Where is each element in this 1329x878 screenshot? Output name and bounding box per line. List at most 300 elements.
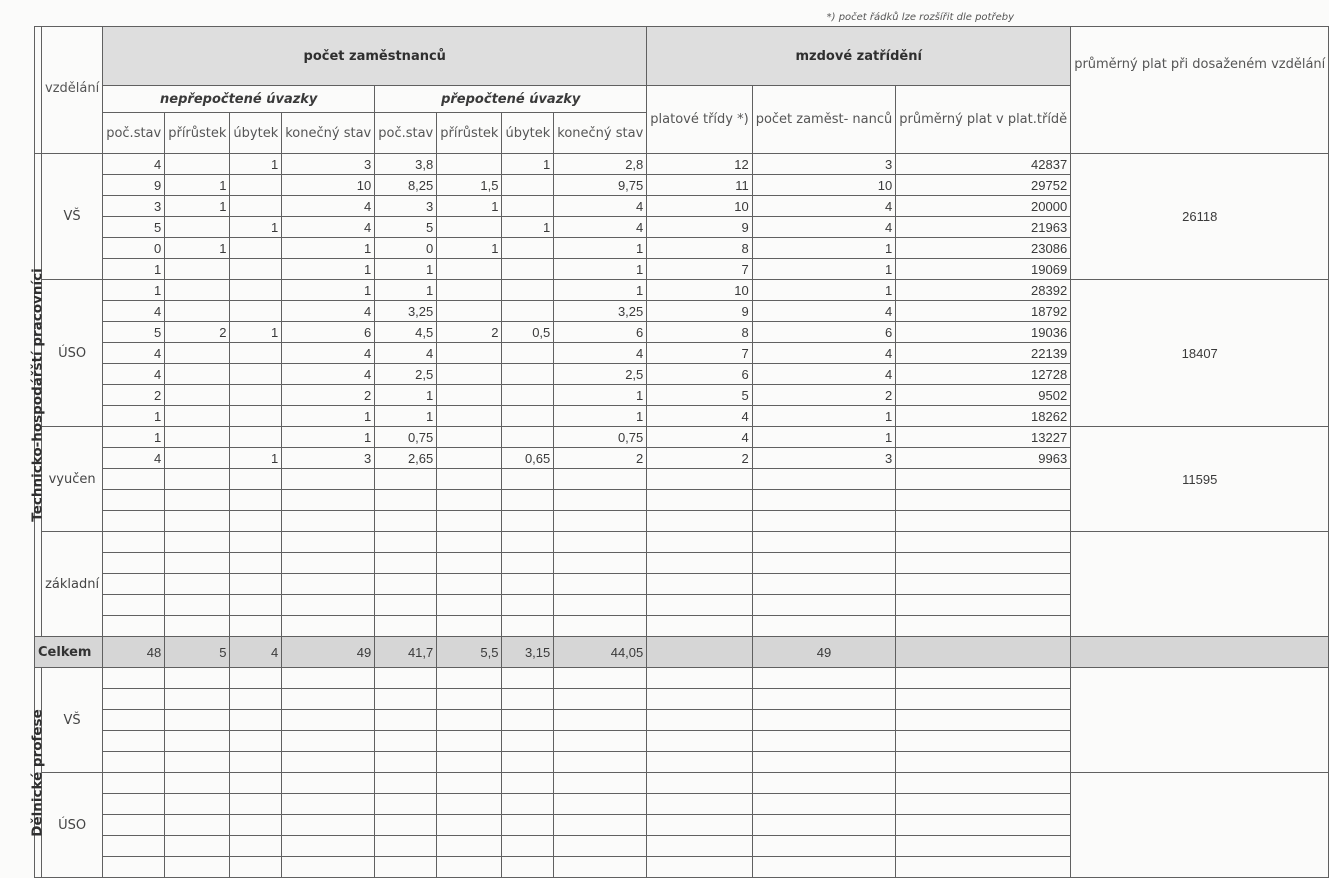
table-cell (282, 689, 375, 710)
table-cell (752, 490, 896, 511)
table-cell (165, 154, 230, 175)
table-cell (103, 689, 165, 710)
table-cell: 1 (752, 238, 896, 259)
table-cell (502, 857, 554, 878)
table-cell: 2 (165, 322, 230, 343)
table-cell: 1 (502, 154, 554, 175)
table-cell: 4 (554, 217, 647, 238)
table-cell (502, 259, 554, 280)
table-cell: 5 (103, 217, 165, 238)
table-cell (230, 731, 282, 752)
category-label-text: Technicko-hospodářští pracovníci (29, 268, 46, 522)
table-cell (502, 343, 554, 364)
table-cell (752, 616, 896, 637)
table-cell (165, 553, 230, 574)
avg-salary-education (1071, 773, 1329, 878)
total-cell: 4 (230, 637, 282, 668)
table-cell (282, 794, 375, 815)
table-cell: 4 (103, 448, 165, 469)
table-cell (165, 689, 230, 710)
table-cell: 6 (554, 322, 647, 343)
table-cell (282, 731, 375, 752)
table-cell (375, 731, 437, 752)
table-cell (103, 668, 165, 689)
table-cell: 1 (282, 280, 375, 301)
table-cell (103, 752, 165, 773)
table-cell (165, 574, 230, 595)
table-cell (230, 259, 282, 280)
total-cell (896, 637, 1071, 668)
table-cell (375, 469, 437, 490)
col-header-final: konečný stav (282, 113, 375, 154)
col-header-increase: přírůstek (437, 113, 502, 154)
table-cell (375, 511, 437, 532)
table-cell (375, 616, 437, 637)
table-cell (165, 343, 230, 364)
table-cell (230, 574, 282, 595)
table-cell: 11 (647, 175, 752, 196)
table-cell (282, 595, 375, 616)
table-cell: 1 (375, 385, 437, 406)
col-header-increase: přírůstek (165, 113, 230, 154)
table-cell (554, 773, 647, 794)
table-cell: 8,25 (375, 175, 437, 196)
table-cell: 2,5 (554, 364, 647, 385)
table-cell (230, 532, 282, 553)
table-cell (502, 773, 554, 794)
table-cell: 1 (165, 238, 230, 259)
table-cell (437, 752, 502, 773)
table-cell: 3 (282, 448, 375, 469)
employee-count-header: počet zaměstnanců (103, 27, 647, 86)
table-cell (647, 553, 752, 574)
table-cell (230, 668, 282, 689)
table-cell: 8 (647, 322, 752, 343)
table-cell (502, 511, 554, 532)
table-cell (165, 857, 230, 878)
table-cell: 1 (165, 196, 230, 217)
table-cell (647, 616, 752, 637)
total-cell (1071, 637, 1329, 668)
total-label: Celkem (35, 637, 103, 668)
table-cell: 19036 (896, 322, 1071, 343)
table-cell: 0,65 (502, 448, 554, 469)
table-cell (103, 469, 165, 490)
table-cell (554, 752, 647, 773)
table-cell (554, 710, 647, 731)
table-cell: 2 (752, 385, 896, 406)
table-cell: 0,5 (502, 322, 554, 343)
total-cell: 41,7 (375, 637, 437, 668)
table-cell: 42837 (896, 154, 1071, 175)
total-cell: 48 (103, 637, 165, 668)
table-cell (437, 511, 502, 532)
table-cell (165, 595, 230, 616)
table-cell (896, 815, 1071, 836)
table-cell (752, 836, 896, 857)
table-cell (554, 689, 647, 710)
table-cell (230, 794, 282, 815)
table-cell (375, 815, 437, 836)
table-cell (103, 595, 165, 616)
table-cell: 12728 (896, 364, 1071, 385)
table-cell: 1 (437, 238, 502, 259)
table-cell: 4 (282, 301, 375, 322)
table-cell (437, 574, 502, 595)
table-cell (502, 238, 554, 259)
table-cell (554, 731, 647, 752)
table-cell (230, 815, 282, 836)
table-cell (437, 490, 502, 511)
table-cell (896, 710, 1071, 731)
col-header-initial: poč.stav (103, 113, 165, 154)
total-cell: 44,05 (554, 637, 647, 668)
total-cell: 5 (165, 637, 230, 668)
table-cell: 1 (752, 406, 896, 427)
avg-salary-education-header: průměrný plat při dosaženém vzdělání (1071, 27, 1329, 154)
table-cell (437, 595, 502, 616)
table-cell (103, 857, 165, 878)
table-cell: 1 (103, 259, 165, 280)
table-cell (896, 574, 1071, 595)
table-cell (103, 815, 165, 836)
table-cell (437, 553, 502, 574)
table-cell (554, 553, 647, 574)
table-cell (282, 836, 375, 857)
education-level: VŠ (42, 668, 103, 773)
pay-grade-header: platové třídy *) (647, 86, 752, 154)
total-cell (647, 637, 752, 668)
table-cell (896, 553, 1071, 574)
table-cell: 4 (647, 406, 752, 427)
table-cell (437, 836, 502, 857)
table-cell: 9,75 (554, 175, 647, 196)
table-cell (282, 532, 375, 553)
table-cell (554, 857, 647, 878)
table-cell (230, 343, 282, 364)
table-cell: 4 (554, 343, 647, 364)
table-cell (103, 731, 165, 752)
table-cell: 1 (282, 406, 375, 427)
table-cell (554, 595, 647, 616)
table-cell: 18792 (896, 301, 1071, 322)
table-cell: 9 (647, 301, 752, 322)
table-cell (165, 301, 230, 322)
table-cell: 1 (230, 448, 282, 469)
table-cell (752, 857, 896, 878)
table-cell (282, 490, 375, 511)
table-cell (896, 532, 1071, 553)
table-cell (896, 836, 1071, 857)
table-cell (165, 773, 230, 794)
table-cell: 3 (752, 448, 896, 469)
table-cell (103, 710, 165, 731)
table-cell: 0,75 (375, 427, 437, 448)
col-header-decrease: úbytek (502, 113, 554, 154)
avg-salary-education: 18407 (1071, 280, 1329, 427)
table-cell (437, 773, 502, 794)
table-cell (502, 427, 554, 448)
table-cell (165, 490, 230, 511)
grade-employee-count-header: počet zaměst- nanců (752, 86, 896, 154)
table-cell: 3 (752, 154, 896, 175)
table-cell (896, 752, 1071, 773)
table-cell (647, 794, 752, 815)
table-row (35, 773, 1329, 794)
table-cell: 2 (103, 385, 165, 406)
table-cell: 3 (103, 196, 165, 217)
table-cell: 1 (165, 175, 230, 196)
table-cell: 21963 (896, 217, 1071, 238)
table-cell (554, 668, 647, 689)
table-cell: 1 (230, 322, 282, 343)
table-cell: 1 (375, 280, 437, 301)
table-cell: 4 (103, 301, 165, 322)
table-cell (230, 364, 282, 385)
table-cell (554, 469, 647, 490)
table-cell (437, 364, 502, 385)
table-cell (230, 511, 282, 532)
table-cell: 0 (375, 238, 437, 259)
table-cell (752, 710, 896, 731)
table-cell (230, 616, 282, 637)
table-cell (165, 794, 230, 815)
table-cell: 1 (282, 427, 375, 448)
table-cell (282, 511, 375, 532)
table-cell (103, 574, 165, 595)
avg-salary-education (1071, 668, 1329, 773)
table-cell (752, 553, 896, 574)
table-cell (165, 511, 230, 532)
table-cell (437, 794, 502, 815)
table-cell: 4 (554, 196, 647, 217)
table-cell (103, 773, 165, 794)
table-cell: 2 (554, 448, 647, 469)
table-cell: 1 (375, 406, 437, 427)
table-cell (165, 752, 230, 773)
table-cell (230, 469, 282, 490)
table-cell (752, 815, 896, 836)
table-cell: 1 (230, 217, 282, 238)
table-cell (375, 752, 437, 773)
table-cell (752, 794, 896, 815)
table-cell (437, 710, 502, 731)
table-cell (375, 836, 437, 857)
total-cell: 3,15 (502, 637, 554, 668)
table-cell: 1 (282, 238, 375, 259)
table-cell (103, 490, 165, 511)
table-cell (502, 794, 554, 815)
table-cell (896, 511, 1071, 532)
table-cell (502, 836, 554, 857)
table-cell (752, 469, 896, 490)
table-cell: 4 (752, 217, 896, 238)
table-cell (230, 238, 282, 259)
table-cell (647, 668, 752, 689)
table-cell (502, 532, 554, 553)
table-cell (375, 574, 437, 595)
table-cell (165, 815, 230, 836)
avg-salary-education: 26118 (1071, 154, 1329, 280)
table-cell (896, 857, 1071, 878)
table-cell: 9502 (896, 385, 1071, 406)
table-cell (165, 836, 230, 857)
table-cell (230, 280, 282, 301)
corner-cell (35, 27, 42, 154)
table-cell (502, 469, 554, 490)
table-cell (230, 406, 282, 427)
table-cell (896, 731, 1071, 752)
table-cell (502, 731, 554, 752)
table-cell: 3,25 (554, 301, 647, 322)
table-cell (554, 815, 647, 836)
total-cell: 49 (752, 637, 896, 668)
table-cell: 9 (103, 175, 165, 196)
table-cell (647, 857, 752, 878)
table-cell (752, 511, 896, 532)
table-cell (752, 574, 896, 595)
unconverted-header: nepřepočtené úvazky (103, 86, 375, 113)
row-expansion-note: *) počet řádků lze rozšířit dle potřeby (826, 12, 1014, 23)
table-cell (554, 532, 647, 553)
table-cell (375, 773, 437, 794)
table-cell: 2,5 (375, 364, 437, 385)
table-cell: 1 (554, 280, 647, 301)
table-cell: 7 (647, 343, 752, 364)
table-cell: 4 (282, 196, 375, 217)
table-cell: 2,8 (554, 154, 647, 175)
table-cell (375, 532, 437, 553)
total-cell: 49 (282, 637, 375, 668)
table-cell: 4 (752, 301, 896, 322)
table-cell: 6 (647, 364, 752, 385)
col-header-decrease: úbytek (230, 113, 282, 154)
table-cell (896, 595, 1071, 616)
table-cell: 1 (375, 259, 437, 280)
table-cell (896, 773, 1071, 794)
table-cell (165, 217, 230, 238)
table-cell (437, 217, 502, 238)
table-cell (282, 469, 375, 490)
table-cell (165, 469, 230, 490)
table-cell (282, 752, 375, 773)
table-cell (647, 532, 752, 553)
table-cell: 3,25 (375, 301, 437, 322)
table-cell: 12 (647, 154, 752, 175)
table-cell: 4,5 (375, 322, 437, 343)
table-cell (896, 668, 1071, 689)
table-cell (437, 427, 502, 448)
education-header: vzdělání (42, 27, 103, 154)
table-cell: 5 (103, 322, 165, 343)
table-cell (282, 815, 375, 836)
table-cell: 1 (554, 385, 647, 406)
table-cell (502, 553, 554, 574)
table-cell (437, 857, 502, 878)
table-cell: 2 (437, 322, 502, 343)
table-cell (502, 668, 554, 689)
table-cell (554, 574, 647, 595)
avg-salary-grade-header: průměrný plat v plat.třídě (896, 86, 1071, 154)
avg-salary-education: 11595 (1071, 427, 1329, 532)
table-cell (165, 710, 230, 731)
table-cell: 1,5 (437, 175, 502, 196)
table-cell: 4 (647, 427, 752, 448)
table-cell (437, 731, 502, 752)
table-cell (752, 731, 896, 752)
table-cell (165, 280, 230, 301)
table-cell (896, 490, 1071, 511)
table-cell (437, 343, 502, 364)
table-cell: 1 (752, 427, 896, 448)
table-cell (437, 448, 502, 469)
total-cell: 5,5 (437, 637, 502, 668)
table-cell (647, 469, 752, 490)
table-cell: 3 (282, 154, 375, 175)
table-cell (282, 857, 375, 878)
table-cell: 10 (282, 175, 375, 196)
table-cell (502, 689, 554, 710)
table-cell (502, 595, 554, 616)
table-cell (165, 532, 230, 553)
table-cell (230, 773, 282, 794)
table-cell: 1 (230, 154, 282, 175)
table-cell: 10 (647, 280, 752, 301)
table-cell: 5 (375, 217, 437, 238)
table-cell (502, 301, 554, 322)
table-cell: 1 (554, 406, 647, 427)
table-cell: 3,8 (375, 154, 437, 175)
table-cell: 10 (752, 175, 896, 196)
table-cell (554, 836, 647, 857)
education-level: základní (42, 532, 103, 637)
table-cell (752, 752, 896, 773)
education-level: ÚSO (42, 280, 103, 427)
table-cell (896, 469, 1071, 490)
table-cell: 4 (752, 196, 896, 217)
table-cell (230, 689, 282, 710)
table-cell: 0 (103, 238, 165, 259)
table-cell (230, 595, 282, 616)
table-cell (502, 710, 554, 731)
table-cell (375, 490, 437, 511)
table-cell: 2,65 (375, 448, 437, 469)
table-cell: 0,75 (554, 427, 647, 448)
table-cell: 4 (752, 343, 896, 364)
table-cell (896, 616, 1071, 637)
table-cell (647, 773, 752, 794)
table-cell (165, 385, 230, 406)
table-cell (647, 689, 752, 710)
table-cell (437, 154, 502, 175)
total-row (35, 637, 1329, 668)
table-cell: 10 (647, 196, 752, 217)
table-cell: 4 (103, 364, 165, 385)
table-cell: 18262 (896, 406, 1071, 427)
table-cell: 4 (103, 154, 165, 175)
table-cell (647, 511, 752, 532)
converted-header: přepočtené úvazky (375, 86, 647, 113)
table-cell: 2 (282, 385, 375, 406)
education-level: ÚSO (42, 773, 103, 878)
table-cell: 4 (282, 343, 375, 364)
table-cell (437, 689, 502, 710)
table-cell (230, 175, 282, 196)
table-cell: 9963 (896, 448, 1071, 469)
table-cell: 1 (437, 196, 502, 217)
table-cell (165, 616, 230, 637)
col-header-initial: poč.stav (375, 113, 437, 154)
